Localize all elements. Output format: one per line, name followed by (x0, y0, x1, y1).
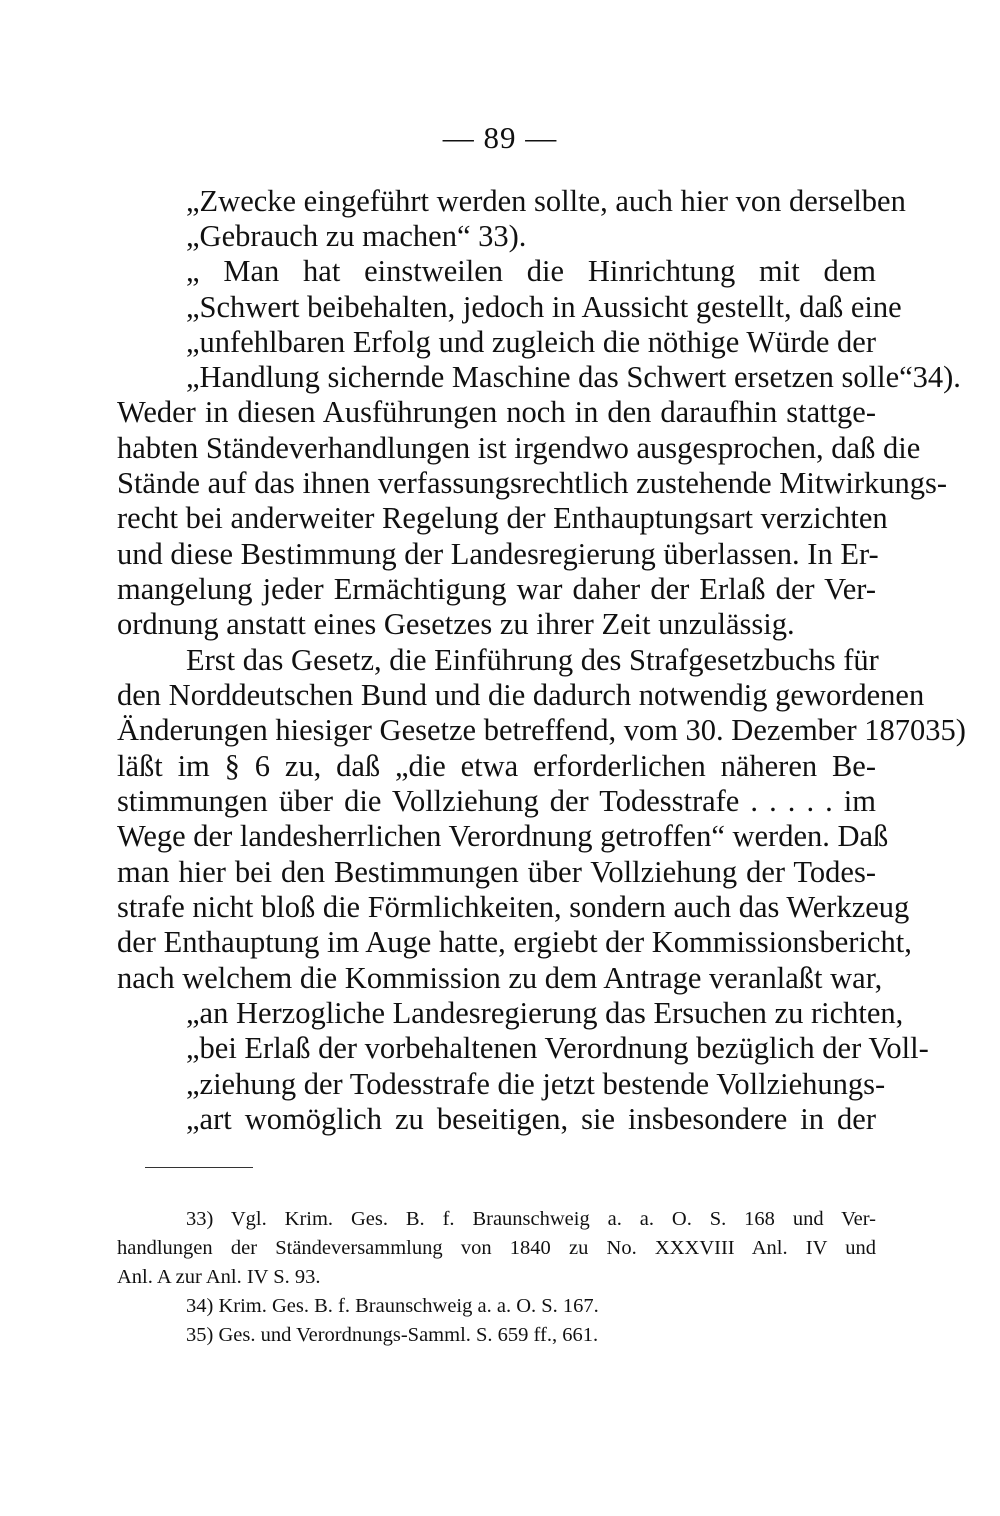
text-line: mangelung jeder Ermächtigung war daher der Erlaß der Ver- (117, 572, 876, 606)
text-line: läßt im § 6 zu, daß „die etwa erforderlichen näheren Be- (117, 749, 876, 783)
text-line: „Schwert beibehalten, jedoch in Aussicht gestellt, daß eine (186, 290, 902, 324)
text-line: ordnung anstatt eines Gesetzes zu ihrer Zeit unzulässig. (117, 607, 795, 641)
footnote-line: 33) Vgl. Krim. Ges. B. f. Braunschweig a. a. O. S. 168 und Ver- (186, 1208, 876, 1230)
text-line: man hier bei den Bestimmungen über Vollziehung der Todes- (117, 855, 876, 889)
text-line: habten Ständeverhandlungen ist irgendwo ausgesprochen, daß die (117, 431, 921, 465)
text-line: „Gebrauch zu machen“ 33). (186, 219, 527, 253)
text-line: „Handlung sichernde Maschine das Schwert ersetzen solle“34). (186, 360, 961, 394)
text-line: recht bei anderweiter Regelung der Enthauptungsart verzichten (117, 501, 888, 535)
footnote-line: 35) Ges. und Verordnungs-Samml. S. 659 ff., 661. (186, 1324, 599, 1346)
text-line: den Norddeutschen Bund und die dadurch notwendig gewordenen (117, 678, 925, 712)
text-line: Erst das Gesetz, die Einführung des Strafgesetzbuchs für (186, 643, 879, 677)
text-line: Wege der landesherrlichen Verordnung getroffen“ werden. Daß (117, 819, 889, 853)
text-line: stimmungen über die Vollziehung der Todesstrafe . . . . . im (117, 784, 876, 818)
text-line: Stände auf das ihnen verfassungsrechtlich zustehende Mitwirkungs- (117, 466, 948, 500)
text-line: „art womöglich zu beseitigen, sie insbesondere in der (186, 1102, 876, 1136)
text-line: Änderungen hiesiger Gesetze betreffend, vom 30. Dezember 187035) (117, 713, 966, 747)
text-line: Weder in diesen Ausführungen noch in den daraufhin stattge- (117, 395, 876, 429)
footnote-line: Anl. A zur Anl. IV S. 93. (117, 1266, 321, 1288)
text-line: der Enthauptung im Auge hatte, ergiebt der Kommissionsbericht, (117, 925, 912, 959)
text-line: nach welchem die Kommission zu dem Antrage veranlaßt war, (117, 961, 883, 995)
text-line: „Zwecke eingeführt werden sollte, auch hier von derselben (186, 184, 906, 218)
text-line: und diese Bestimmung der Landesregierung überlassen. In Er- (117, 537, 879, 571)
page-number: — 89 — (442, 120, 558, 155)
text-line: „bei Erlaß der vorbehaltenen Verordnung bezüglich der Voll- (186, 1031, 929, 1065)
footnote-line: 34) Krim. Ges. B. f. Braunschweig a. a. O. S. 167. (186, 1295, 599, 1317)
footnote-separator (145, 1167, 253, 1168)
text-line: „an Herzogliche Landesregierung das Ersuchen zu richten, (186, 996, 904, 1030)
text-line: strafe nicht bloß die Förmlichkeiten, sondern auch das Werkzeug (117, 890, 910, 924)
text-line: „unfehlbaren Erfolg und zugleich die nöthige Würde der (186, 325, 876, 359)
footnote-line: handlungen der Ständeversammlung von 1840 zu No. XXXVIII Anl. IV und (117, 1237, 876, 1259)
text-line: „ Man hat einstweilen die Hinrichtung mit dem (186, 254, 876, 288)
text-line: „ziehung der Todesstrafe die jetzt bestende Vollziehungs- (186, 1067, 886, 1101)
